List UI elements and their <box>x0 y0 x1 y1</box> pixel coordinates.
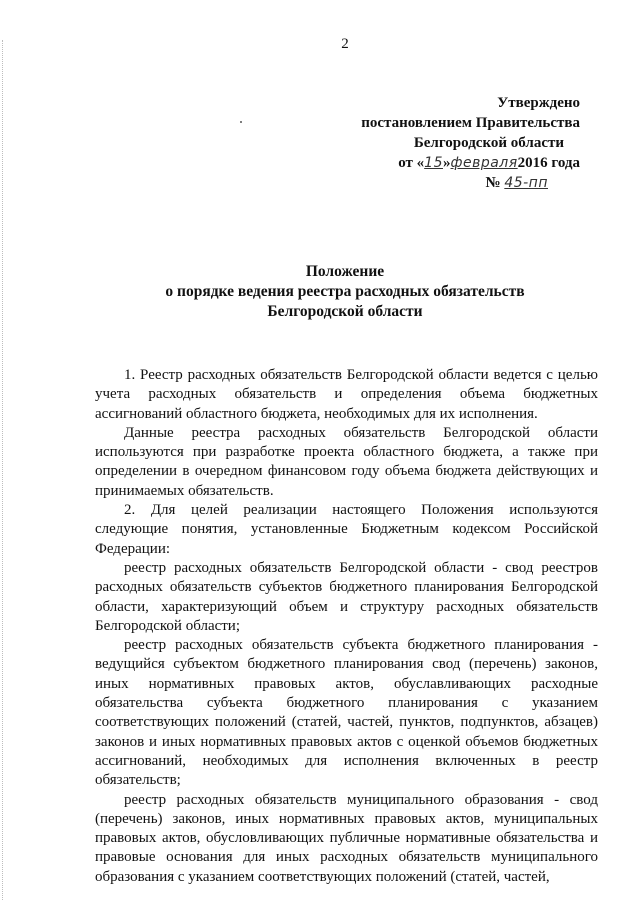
number-prefix: № <box>485 175 501 191</box>
paragraph-3: 2. Для целей реализации настоящего Положения используются следующие понятия, установленные Бюджетным кодексом Российской Федерации: <box>95 502 598 557</box>
document-body <box>95 366 598 887</box>
paragraph-5: реестр расходных обязательств субъекта бюджетного планирования - ведущийся субъектом бюджетного планирования свод (перечень) законов, иных нормативных правовых актов, обуславливающих расходные обязательства субъекта бюджетного планирования с указанием соответствующих положений (статей, частей, пунктов, подпунктов, абзацев) законов и иных нормативных правовых актов с оценкой объемов бюджетных ассигнований, необходимых для исполнения включенных в реестр обязательств; <box>95 637 598 789</box>
paragraph-4: реестр расходных обязательств Белгородской области - свод реестров расходных обязательств субъектов бюджетного планирования Белгородской области, характеризующий объем и структуру расходных обязательств Белгородской области; <box>95 559 598 634</box>
date-month-handwritten: февраля <box>450 155 518 171</box>
document-title <box>0 262 640 322</box>
title-line-3: Белгородской области <box>267 303 423 320</box>
binding-margin-marks <box>2 40 9 900</box>
title-line-2: о порядке ведения реестра расходных обязательств <box>165 283 525 300</box>
date-mid: » <box>442 155 451 171</box>
paragraph-6: реестр расходных обязательств муниципального образования - свод (перечень) законов, иных нормативных правовых актов, муниципальных правовых актов, обусловливающих публичные нормативные обязательства и правовые основания для иных расходных обязательств муниципального образования с указанием соответствующих положений (статей, частей, <box>95 791 598 885</box>
approval-line-resolution: постановлением Правительства <box>361 115 580 131</box>
date-suffix: 2016 года <box>517 155 580 171</box>
page-number: 2 <box>341 36 349 52</box>
approval-line-region: Белгородской области <box>413 135 564 151</box>
approval-line-approved: Утверждено <box>497 95 580 111</box>
date-prefix: от « <box>398 155 425 171</box>
number-handwritten: 45-пп <box>504 175 548 191</box>
paragraph-1: 1. Реестр расходных обязательств Белгородской области ведется с целью учета расходных обязательств и определения объема бюджетных ассигнований областного бюджета, необходимых для их исполнения. <box>95 367 598 422</box>
scan-speck <box>240 121 242 123</box>
approval-stamp-block <box>320 93 580 193</box>
approval-line-date <box>320 153 580 173</box>
date-day-handwritten: 15 <box>424 155 443 171</box>
paragraph-2: Данные реестра расходных обязательств Белгородской области используются при разработке проекта областного бюджета, а также при определении в очередном финансовом году объема бюджета действующих и принимаемых обязательств. <box>95 424 598 499</box>
approval-line-number <box>320 173 580 193</box>
title-line-1: Положение <box>305 263 385 280</box>
